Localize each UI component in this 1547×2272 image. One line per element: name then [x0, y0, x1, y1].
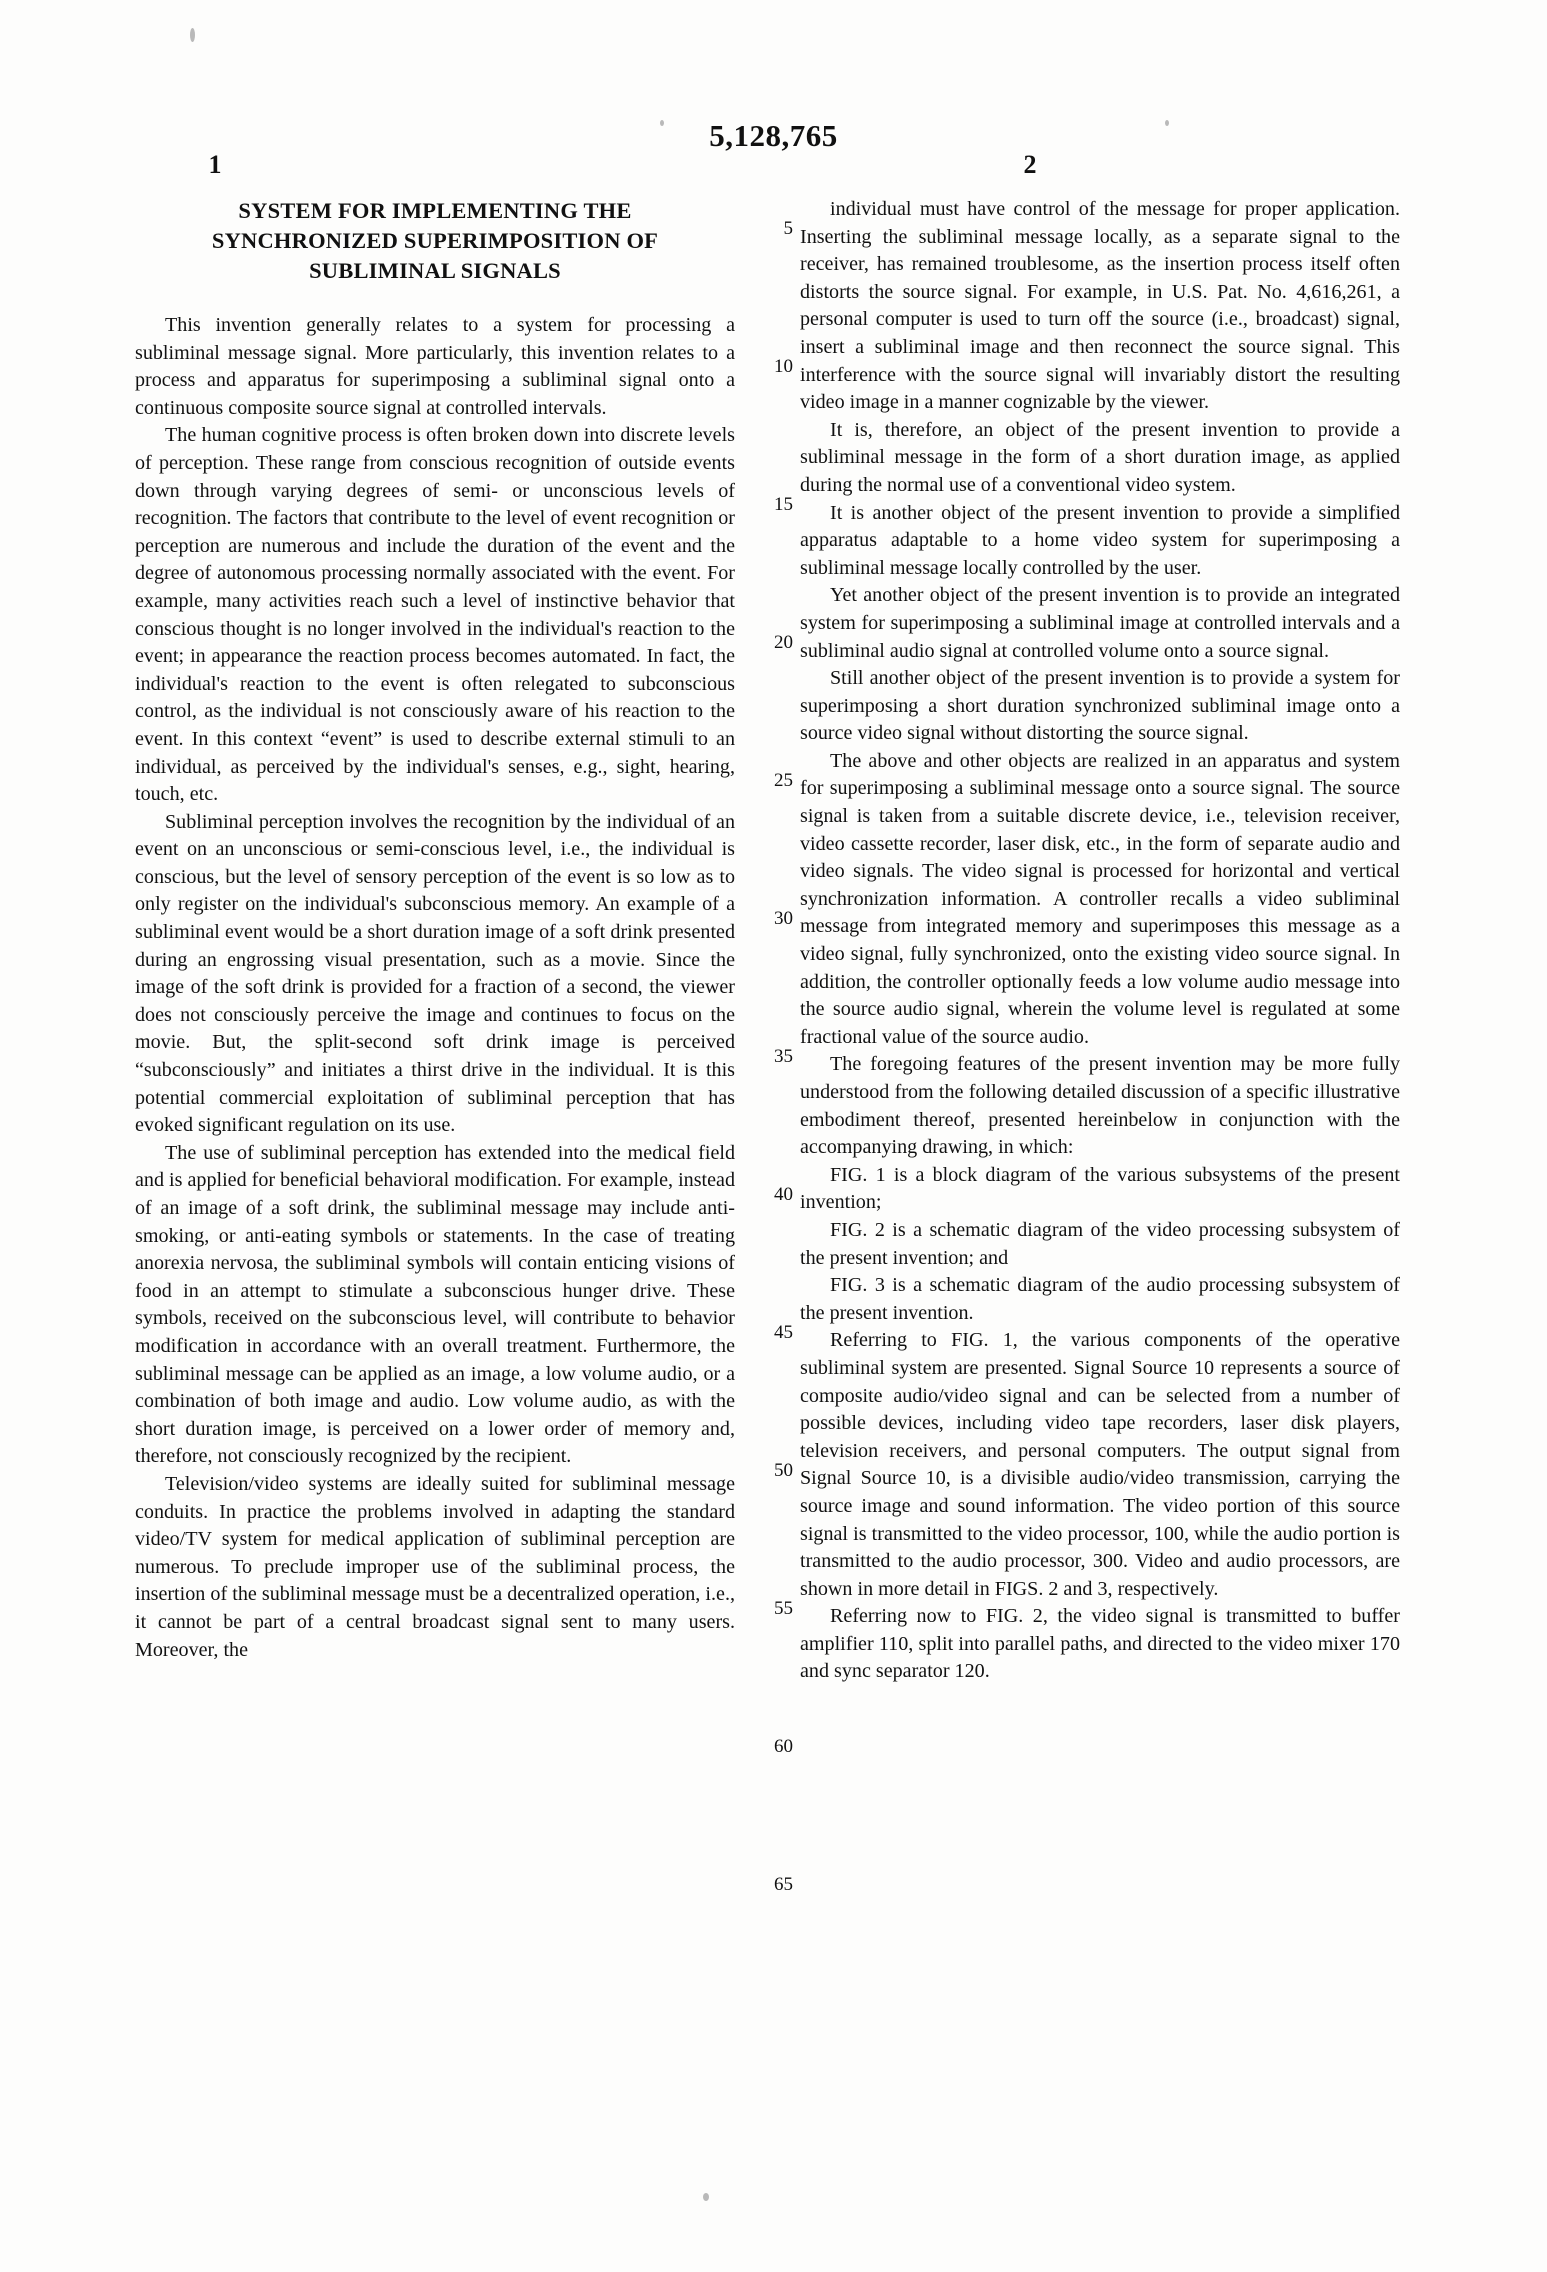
paragraph: Subliminal perception involves the recognition by the individual of an event on an unconscious or semi-conscious level, i.e., the individual is conscious, but the level of sensory perception of the event is so low as to only register on the individual's subconscious memory. An example of a subliminal event would be a short duration image of a soft drink presented during an engrossing visual presentation, such as a movie. Since the image of the soft drink is provided for a fraction of a second, the viewer does not consciously perceive the image and continues to focus on the movie. But, the split-second soft drink image is perceived “subconsciously” and initiates a thirst drive in the individual. It is this potential commercial exploitation of subliminal perception that has evoked significant regulation on its use. — [135, 810, 735, 1137]
paragraph: FIG. 1 is a block diagram of the various subsystems of the present invention; — [800, 1163, 1400, 1214]
right-column-body — [800, 196, 1400, 1686]
paragraph: This invention generally relates to a system for processing a subliminal message signal. More particularly, this invention relates to a process and apparatus for superimposing a subliminal signal onto a continuous composite source signal at controlled intervals. — [135, 314, 735, 419]
line-number: 10 — [774, 356, 793, 377]
line-number: 30 — [774, 908, 793, 929]
paragraph: The above and other objects are realized in an apparatus and system for superimposing a subliminal message onto a source signal. The source signal is taken from a suitable discrete device, i.e., television receiver, video cassette recorder, laser disk, etc., in the form of separate audio and video signals. The video signal is processed for horizontal and vertical synchronization information. A controller recalls a video subliminal message from integrated memory and superimposes this message as a video signal, fully synchronized, onto the existing video source signal. In addition, the controller optionally feeds a low volume audio message into the source audio signal, wherein the volume level is regulated at some fractional value of the source audio. — [800, 749, 1400, 1048]
paragraph: individual must have control of the message for proper application. Inserting the subliminal message locally, as a separate signal to the receiver, has remained troublesome, as the insertion process itself often distorts the source signal. For example, in U.S. Pat. No. 4,616,261, a personal computer is used to turn off the source (i.e., broadcast) signal, insert a subliminal image and then reconnect the source signal. This interference with the source signal will invariably distort the resulting video image in a manner cognizable by the viewer. — [800, 198, 1400, 414]
paragraph: It is, therefore, an object of the present invention to provide a subliminal message in the form of a short duration image, as applied during the normal use of a conventional video system. — [800, 418, 1400, 496]
text-column-left — [135, 196, 735, 1664]
paragraph: The foregoing features of the present invention may be more fully understood from the following detailed discussion of a specific illustrative embodiment thereof, presented hereinbelow in conjunction with the accompanying drawing, in which: — [800, 1053, 1400, 1159]
paragraph: Television/video systems are ideally suited for subliminal message conduits. In practice the problems involved in adapting the standard video/TV system for medical application of subliminal perception are numerous. To preclude improper use of the subliminal process, the insertion of the subliminal message must be a decentralized operation, i.e., it cannot be part of a central broadcast signal sent to many users. Moreover, the — [135, 1472, 735, 1661]
title-line-1: SYSTEM FOR IMPLEMENTING THE — [238, 198, 632, 223]
paragraph: Yet another object of the present invention is to provide an integrated system for superimposing a subliminal image at controlled intervals and a subliminal audio signal at controlled volume onto a source signal. — [800, 584, 1400, 662]
line-number: 65 — [774, 1874, 793, 1895]
line-number: 15 — [774, 494, 793, 515]
page-title — [135, 196, 735, 286]
text-column-right — [800, 196, 1400, 1686]
paragraph: Referring to FIG. 1, the various components of the operative subliminal system are presented. Signal Source 10 represents a source of composite audio/video signal and can be selected from a number of possible devices, including video tape recorders, laser disk players, television receivers, and personal computers. The output signal from Signal Source 10, is a divisible audio/video transmission, carrying the source image and sound information. The video portion of this source signal is transmitted to the video processor, 100, while the audio portion is transmitted to the audio processor, 300. Video and audio processors, are shown in more detail in FIGS. 2 and 3, respectively. — [800, 1329, 1400, 1600]
column-number-right: 2 — [1023, 150, 1037, 179]
line-number: 50 — [774, 1460, 793, 1481]
line-number: 20 — [774, 632, 793, 653]
paragraph: Still another object of the present invention is to provide a system for superimposing a short duration synchronized subliminal image onto a source video signal without distorting the source signal. — [800, 667, 1400, 745]
paragraph: It is another object of the present invention to provide a simplified apparatus adaptable to a home video system for superimposing a subliminal message locally controlled by the user. — [800, 501, 1400, 579]
left-column-body — [135, 312, 735, 1664]
line-number: 35 — [774, 1046, 793, 1067]
title-line-2: SYNCHRONIZED SUPERIMPOSITION OF — [211, 228, 659, 253]
title-line-3: SUBLIMINAL SIGNALS — [309, 258, 561, 283]
paragraph: FIG. 3 is a schematic diagram of the audio processing subsystem of the present invention. — [800, 1274, 1400, 1324]
scan-artifact — [190, 28, 195, 42]
line-number: 40 — [774, 1184, 793, 1205]
line-number: 60 — [774, 1736, 793, 1757]
paragraph: The use of subliminal perception has extended into the medical field and is applied for beneficial behavioral modification. For example, instead of an image of a soft drink, the subliminal message may include anti-smoking, or anti-eating symbols or statements. In the case of treating anorexia nervosa, the subliminal symbols will contain enticing visions of food in an attempt to stimulate a subconscious hunger drive. These symbols, received on the subconscious level, will contribute to behavior modification in accordance with an overall treatment. Furthermore, the subliminal message can be applied as an image, a low volume audio, or a combination of both image and audio. Low volume audio, as with the short duration image, is perceived on a lower order of memory and, therefore, not consciously recognized by the recipient. — [135, 1141, 735, 1468]
line-number: 5 — [783, 218, 793, 239]
line-number: 25 — [774, 770, 793, 791]
line-number: 55 — [774, 1598, 793, 1619]
column-number-left: 1 — [208, 150, 222, 179]
paragraph: Referring now to FIG. 2, the video signal is transmitted to buffer amplifier 110, split into parallel paths, and directed to the video mixer 170 and sync separator 120. — [800, 1605, 1400, 1683]
paragraph: The human cognitive process is often broken down into discrete levels of perception. These range from conscious recognition of outside events down through varying degrees of semi- or unconscious levels of recognition. The factors that contribute to the level of event recognition or perception are numerous and include the duration of the event and the degree of autonomous processing normally associated with the event. For example, many activities reach such a level of instinctive behavior that conscious thought is no longer involved in the individual's reaction to the event; in appearance the reaction process becomes automated. In fact, the individual's reaction to the event is often relegated to subconscious control, as the individual is not consciously aware of his reaction to the event. In this context “event” is used to describe external stimuli to an individual, as perceived by the individual's senses, e.g., sight, hearing, touch, etc. — [135, 424, 735, 806]
scan-artifact — [703, 2193, 709, 2201]
line-number: 45 — [774, 1322, 793, 1343]
patent-number: 5,128,765 — [709, 118, 838, 153]
paragraph: FIG. 2 is a schematic diagram of the video processing subsystem of the present invention; and — [800, 1218, 1400, 1269]
